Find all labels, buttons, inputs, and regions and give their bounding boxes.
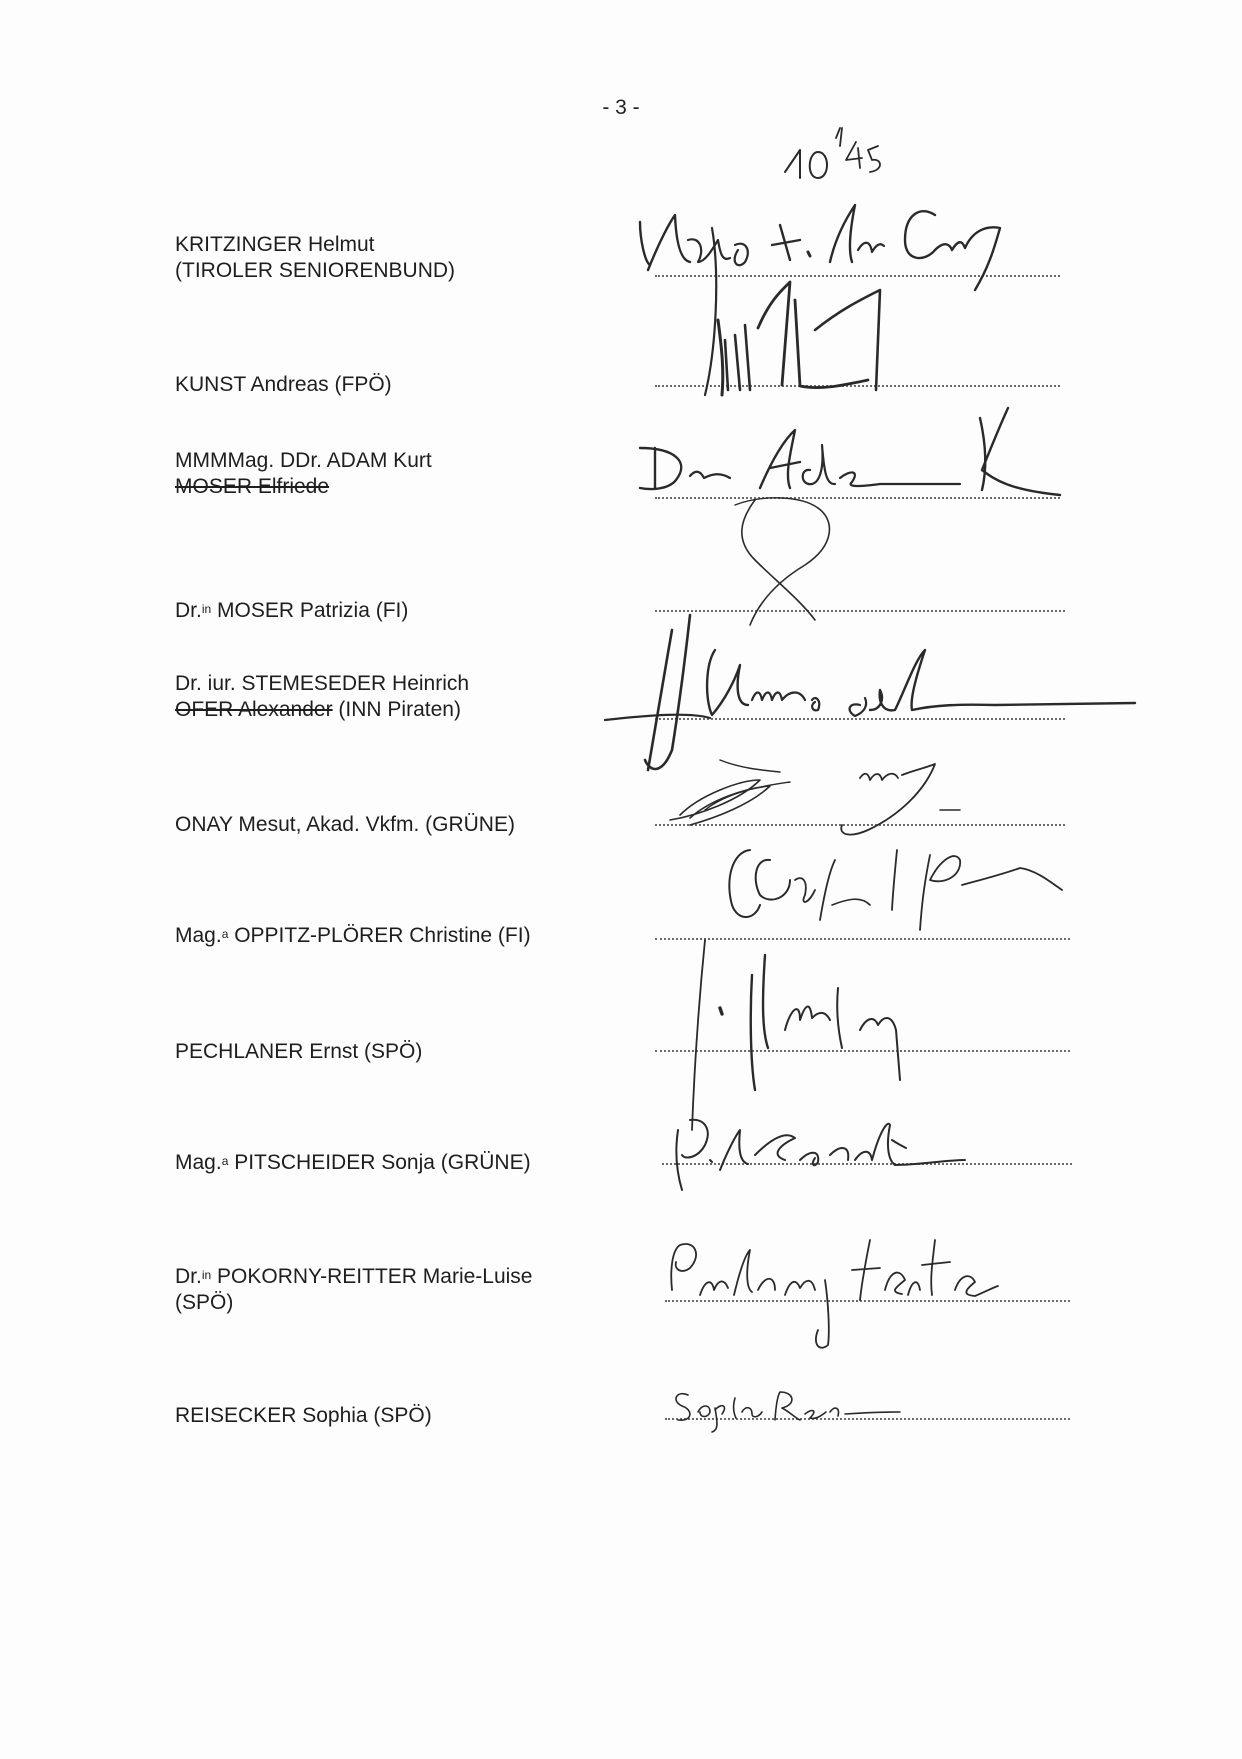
name-line [175,372,635,398]
name-text: KRITZINGER Helmut [175,233,375,256]
signature-adam [640,408,1060,495]
name-line [175,671,635,697]
name-text: REISECKER Sophia (SPÖ) [175,1404,432,1427]
signatory-name [175,1150,635,1176]
name-line [175,923,635,949]
signature-line [655,824,1065,826]
name-line [175,474,635,500]
name-text: PECHLANER Ernst (SPÖ) [175,1040,423,1063]
signature-line [655,1050,1070,1052]
signature-line [655,385,1060,387]
signatory-name [175,923,635,949]
name-text: Dr. iur. STEMESEDER Heinrich [175,672,470,695]
title-text: Dr. [175,599,202,622]
party-text: (TIROLER SENIORENBUND) [175,259,456,282]
signature-line [655,497,1060,499]
name-text: MMMMag. DDr. ADAM Kurt [175,449,432,472]
title-suffix: a [221,1154,229,1168]
signatory-name [175,372,635,398]
name-line [175,1264,635,1290]
name-text: ONAY Mesut, Akad. Vkfm. (GRÜNE) [175,813,515,836]
signatory-name [175,1039,635,1065]
name-line [175,1403,635,1429]
signature-oppitz-ploerer [729,850,1062,930]
name-line [175,697,635,723]
signature-line [655,610,1065,612]
name-text: OPPITZ-PLÖRER Christine (FI) [228,924,531,947]
signature-moser [735,498,829,625]
signatory-name [175,598,635,624]
struck-name-text: OFER Alexander [175,698,333,721]
signatory-name [175,1264,635,1316]
name-line [175,1039,635,1065]
name-line [175,598,635,624]
title-suffix: a [221,927,229,941]
signature-stemeseder [605,615,1135,770]
signatory-name [175,812,635,838]
struck-name-text: MOSER Elfriede [175,475,330,498]
signature-line [655,718,1065,720]
name-text: KUNST Andreas (FPÖ) [175,373,392,396]
party-text: (SPÖ) [175,1291,234,1314]
name-text: PITSCHEIDER Sonja (GRÜNE) [228,1151,531,1174]
signatory-name [175,448,635,500]
signatory-name [175,232,635,284]
signature-line [665,1418,1070,1420]
name-line [175,448,635,474]
name-line [175,258,635,284]
signature-kritzinger [640,205,1000,395]
signature-pitscheider [676,1120,965,1190]
signatory-name [175,1403,635,1429]
name-line [175,812,635,838]
signature-line [655,275,1060,277]
title-text: Mag. [175,924,222,947]
signature-pechlaner [692,940,900,1130]
name-line [175,1150,635,1176]
title-suffix: in [201,1268,212,1282]
title-text: Mag. [175,1151,222,1174]
signature-pokorny-reitter [671,1240,998,1348]
title-text: Dr. [175,1265,202,1288]
signature-line [665,1300,1070,1302]
signature-line [655,938,1070,940]
name-line [175,1290,635,1316]
handwritten-time-annotation [785,128,880,178]
page-number: - 3 - [602,96,640,119]
signature-line [662,1163,1072,1165]
name-line [175,232,635,258]
signature-reisecker [676,1392,900,1432]
name-text: POKORNY-REITTER Marie-Luise [211,1265,533,1288]
signature-kunst [718,282,880,395]
title-suffix: in [201,602,212,616]
party-text: (INN Piraten) [332,698,461,721]
name-text: MOSER Patrizia (FI) [211,599,409,622]
signatory-name [175,671,635,723]
